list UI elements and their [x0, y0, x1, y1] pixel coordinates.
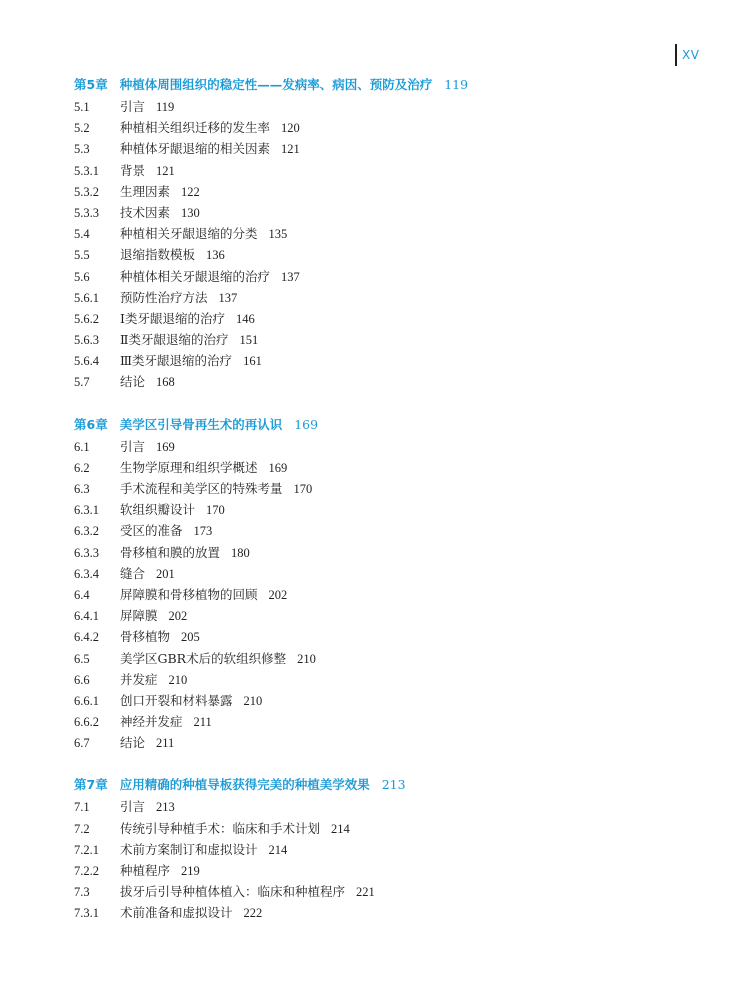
entry-page-number: 169: [156, 439, 175, 454]
toc-entry[interactable]: [74, 605, 674, 626]
entry-title: 生物学原理和组织学概述: [120, 459, 258, 475]
entry-title: Ⅰ类牙龈退缩的治疗: [120, 310, 225, 326]
entry-title: 屏障膜和骨移植物的回顾: [120, 586, 258, 602]
entry-number: 7.3.1: [74, 906, 99, 921]
entry-title: 引言: [120, 438, 146, 454]
toc-entry[interactable]: [74, 542, 674, 563]
entry-number: 6.2: [74, 460, 90, 475]
chapter-page-number: 213: [381, 777, 406, 793]
chapter-heading[interactable]: [74, 414, 674, 436]
entry-title: 技术因素: [120, 204, 171, 220]
entry-title: 创口开裂和材料暴露: [120, 692, 233, 708]
entry-page-number: 169: [268, 460, 288, 475]
toc-entry[interactable]: [74, 308, 674, 329]
chapter-section: [74, 774, 674, 923]
entry-title: 并发症: [120, 671, 158, 687]
entry-number: 6.3.4: [74, 566, 99, 581]
entry-title: 种植程序: [120, 863, 171, 878]
chapter-label: 第7章: [74, 777, 108, 793]
entry-page-number: 222: [243, 906, 263, 921]
entry-number: 5.5: [74, 248, 90, 263]
entry-page-number: 180: [231, 545, 250, 560]
toc-entry[interactable]: [74, 457, 674, 478]
entry-title: 缝合: [120, 565, 146, 581]
entry-page-number: 137: [218, 290, 238, 305]
entry-number: 6.4: [74, 587, 90, 602]
toc-entry[interactable]: [74, 669, 674, 690]
entry-page-number: 210: [297, 651, 316, 666]
toc-entry[interactable]: [74, 117, 674, 138]
entry-number: 7.3: [74, 885, 90, 900]
toc-entry[interactable]: [74, 329, 674, 350]
toc-entry[interactable]: [74, 287, 674, 308]
entry-page-number: 136: [206, 248, 225, 263]
entry-page-number: 146: [235, 311, 255, 326]
toc-entry[interactable]: [74, 860, 674, 881]
entry-number: 6.6.2: [74, 715, 99, 730]
entry-number: 5.6.4: [74, 354, 99, 369]
entry-page-number: 214: [268, 842, 288, 857]
chapter-page-number: 119: [444, 77, 469, 92]
toc-entry[interactable]: [74, 796, 674, 817]
entry-number: 5.3.1: [74, 163, 99, 178]
entry-page-number: 168: [156, 375, 175, 390]
entry-page-number: 121: [281, 142, 300, 157]
entry-title: 手术流程和美学区的特殊考量: [120, 481, 283, 496]
toc-entry[interactable]: [74, 202, 674, 223]
toc-entry[interactable]: [74, 96, 674, 117]
entry-title: 屏障膜: [120, 608, 158, 624]
entry-page-number: 170: [293, 482, 313, 496]
entry-page-number: 214: [331, 821, 350, 836]
entry-title: 神经并发症: [120, 714, 183, 730]
entry-number: 6.6.1: [74, 693, 99, 708]
entry-page-number: 151: [239, 333, 259, 348]
entry-number: 7.1: [74, 800, 90, 815]
toc-entry[interactable]: [74, 881, 674, 902]
table-of-contents: [74, 74, 674, 945]
toc-entry[interactable]: [74, 563, 674, 584]
toc-entry[interactable]: [74, 648, 674, 669]
entry-title: 种植相关牙龈退缩的分类: [120, 226, 258, 242]
entry-title: 结论: [120, 374, 146, 390]
entry-number: 5.6.1: [74, 290, 99, 305]
entry-number: 6.6: [74, 672, 90, 687]
chapter-label: 第6章: [74, 416, 108, 432]
entry-page-number: 137: [281, 269, 300, 284]
entry-number: 5.1: [74, 100, 90, 114]
entry-title: 退缩指数模板: [120, 247, 196, 263]
entry-page-number: 205: [181, 630, 200, 645]
entry-number: 5.6: [74, 269, 90, 284]
entry-title: 种植相关组织迁移的发生率: [120, 120, 271, 136]
chapter-title: 应用精确的种植导板获得完美的种植美学效果: [119, 777, 370, 793]
entry-number: 6.4.2: [74, 630, 99, 645]
entry-number: 6.4.1: [74, 609, 99, 624]
entry-number: 5.6.3: [74, 333, 99, 348]
toc-entry[interactable]: [74, 350, 674, 371]
toc-entry[interactable]: [74, 902, 674, 923]
entry-page-number: 135: [268, 227, 288, 242]
entry-page-number: 211: [193, 715, 212, 730]
entry-page-number: 213: [156, 800, 175, 815]
entry-number: 5.2: [74, 121, 90, 136]
entry-page-number: 120: [281, 121, 300, 136]
chapter-heading[interactable]: [74, 774, 674, 796]
toc-entry[interactable]: [74, 436, 674, 457]
toc-entry[interactable]: [74, 244, 674, 265]
page-number: XV: [682, 48, 700, 62]
entry-page-number: 202: [168, 609, 188, 624]
toc-entry[interactable]: [74, 839, 674, 860]
entry-number: 6.3.3: [74, 545, 99, 560]
entry-page-number: 119: [156, 100, 175, 114]
toc-entry[interactable]: [74, 181, 674, 202]
entry-page-number: 122: [181, 184, 200, 199]
entry-title: 传统引导种植手术：临床和手术计划: [120, 820, 321, 836]
entry-title: 拔牙后引导种植体植入：临床和种植程序: [120, 884, 346, 900]
toc-entry[interactable]: [74, 732, 674, 753]
chapter-label: 第5章: [74, 77, 108, 92]
entry-number: 6.1: [74, 439, 90, 454]
entry-page-number: 173: [193, 524, 213, 539]
toc-entry[interactable]: [74, 160, 674, 181]
entry-title: Ⅱ类牙龈退缩的治疗: [120, 332, 229, 348]
chapter-heading[interactable]: [74, 74, 674, 96]
entry-page-number: 170: [206, 503, 225, 518]
entry-title: 软组织瓣设计: [120, 502, 196, 518]
toc-entry[interactable]: [74, 223, 674, 244]
entry-number: 5.6.2: [74, 311, 99, 326]
chapter-page-number: 169: [294, 416, 319, 432]
toc-entry[interactable]: [74, 138, 674, 159]
entry-number: 7.2: [74, 821, 90, 836]
entry-title: 预防性治疗方法: [120, 289, 208, 305]
chapter-section: [74, 414, 674, 754]
page-number-rule: [675, 44, 677, 66]
toc-entry[interactable]: [74, 266, 674, 287]
toc-entry[interactable]: [74, 520, 674, 541]
chapter-title: 种植体周围组织的稳定性——发病率、病因、预防及治疗: [119, 77, 433, 92]
entry-page-number: 202: [268, 587, 288, 602]
toc-entry[interactable]: [74, 690, 674, 711]
entry-page-number: 210: [168, 672, 188, 687]
entry-title: 引言: [120, 99, 146, 114]
entry-title: 生理因素: [120, 183, 171, 199]
entry-number: 6.5: [74, 651, 90, 666]
entry-number: 5.7: [74, 375, 90, 390]
chapter-section: [74, 74, 674, 393]
entry-page-number: 210: [243, 693, 263, 708]
entry-title: 术前准备和虚拟设计: [120, 905, 233, 921]
entry-page-number: 130: [181, 205, 200, 220]
entry-number: 5.3.3: [74, 205, 99, 220]
toc-entry[interactable]: [74, 711, 674, 732]
entry-page-number: 219: [181, 864, 200, 878]
entry-page-number: 221: [356, 885, 375, 900]
entry-number: 6.3: [74, 482, 90, 496]
entry-title: 种植体相关牙龈退缩的治疗: [120, 268, 271, 284]
entry-title: 美学区GBR术后的软组织修整: [120, 650, 287, 666]
entry-page-number: 201: [156, 566, 175, 581]
toc-entry[interactable]: [74, 626, 674, 647]
entry-title: 骨移植物: [120, 629, 171, 645]
entry-number: 6.3.2: [74, 524, 99, 539]
toc-entry[interactable]: [74, 584, 674, 605]
entry-title: 结论: [120, 735, 146, 751]
toc-entry[interactable]: [74, 478, 674, 499]
entry-title: 骨移植和膜的放置: [120, 544, 221, 560]
entry-number: 6.3.1: [74, 503, 99, 518]
entry-title: Ⅲ类牙龈退缩的治疗: [120, 353, 233, 369]
toc-entry[interactable]: [74, 371, 674, 392]
entry-title: 受区的准备: [120, 523, 183, 539]
toc-entry[interactable]: [74, 499, 674, 520]
toc-entry[interactable]: [74, 818, 674, 839]
entry-number: 5.3: [74, 142, 90, 157]
entry-number: 5.4: [74, 227, 90, 242]
entry-title: 引言: [120, 799, 146, 815]
entry-title: 背景: [120, 162, 146, 178]
entry-title: 术前方案制订和虚拟设计: [120, 841, 258, 857]
entry-number: 5.3.2: [74, 184, 99, 199]
entry-title: 种植体牙龈退缩的相关因素: [120, 141, 271, 157]
entry-number: 7.2.1: [74, 842, 99, 857]
entry-page-number: 161: [243, 354, 262, 369]
chapter-title: 美学区引导骨再生术的再认识: [119, 416, 283, 432]
entry-number: 6.7: [74, 736, 90, 751]
entry-page-number: 211: [156, 736, 175, 751]
entry-number: 7.2.2: [74, 864, 99, 878]
entry-page-number: 121: [156, 163, 175, 178]
